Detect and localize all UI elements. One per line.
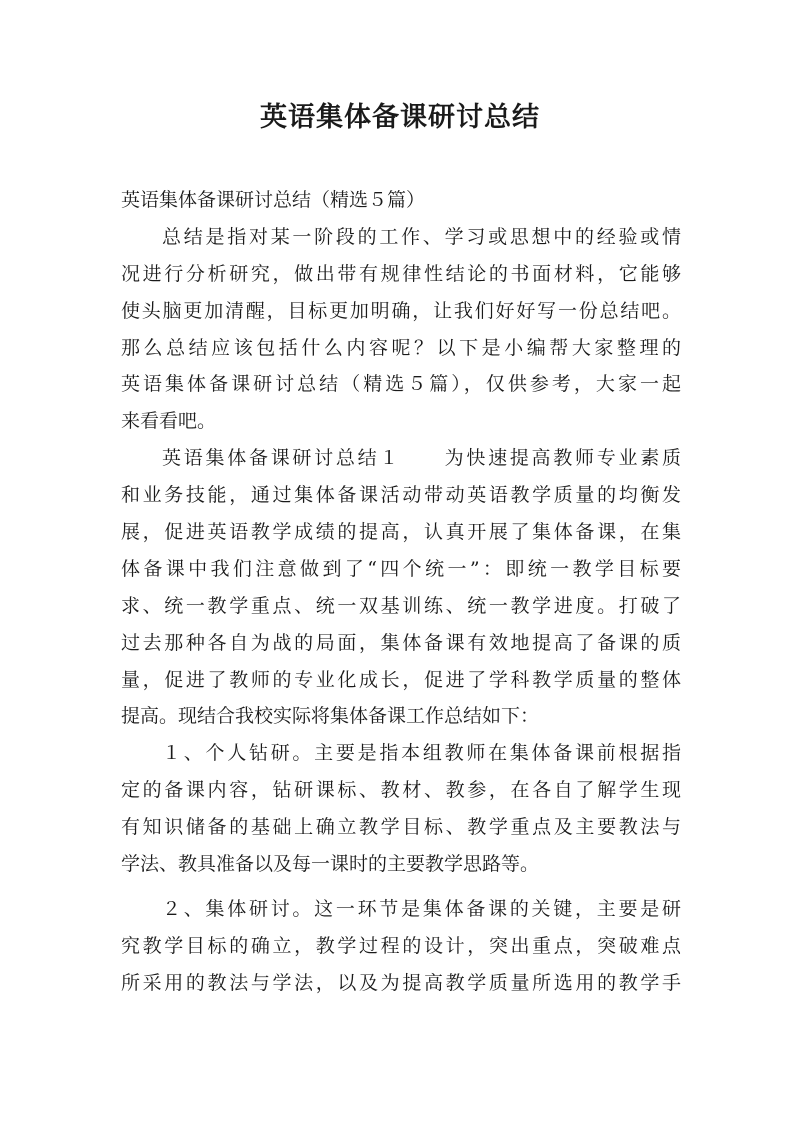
paragraph-spacer xyxy=(121,883,681,891)
text-line: 总结是指对某一阶段的工作、学习或思想中的经验或情 xyxy=(162,225,681,248)
text-line: ２、集体研讨。这一环节是集体备课的关键，主要是研 xyxy=(162,897,681,920)
paragraph-section1 xyxy=(121,440,681,735)
text-line: 过去那种各自为战的局面，集体备课有效地提高了备课的质 xyxy=(121,631,681,654)
text-line: 那么总结应该包括什么内容呢？以下是小编帮大家整理的 xyxy=(121,336,681,359)
paragraph-intro xyxy=(121,219,681,440)
text-line: １、个人钻研。主要是指本组教师在集体备课前根据指 xyxy=(162,742,681,765)
text-line: 求、统一教学重点、统一双基训练、统一教学进度。打破了 xyxy=(121,594,681,617)
document-title: 英语集体备课研讨总结 xyxy=(260,102,540,133)
text-line: 和业务技能，通过集体备课活动带动英语教学质量的均衡发 xyxy=(121,484,681,507)
text-line: 展，促进英语教学成绩的提高，认真开展了集体备课，在集 xyxy=(121,521,681,544)
text-line: 体备课中我们注意做到了“四个统一”：即统一教学目标要 xyxy=(121,557,681,580)
text-line: 况进行分析研究，做出带有规律性结论的书面材料，它能够 xyxy=(121,262,681,285)
text-line: 英语集体备课研讨总结（精选５篇），仅供参考，大家一起 xyxy=(121,373,681,396)
text-line: 提高。现结合我校实际将集体备课工作总结如下： xyxy=(121,705,540,728)
text-line: 量，促进了教师的专业化成长，促进了学科教学质量的整体 xyxy=(121,668,681,691)
text-line: 来看看吧。 xyxy=(121,410,217,433)
text-line: 究教学目标的确立，教学过程的设计，突出重点，突破难点 xyxy=(121,934,681,957)
document-subtitle: 英语集体备课研讨总结（精选５篇） xyxy=(121,189,426,211)
document-body xyxy=(121,182,681,1002)
text-line: 所采用的教法与学法，以及为提高教学质量所选用的教学手 xyxy=(121,971,681,994)
text-line: 使头脑更加清醒，目标更加明确，让我们好好写一份总结吧。 xyxy=(121,299,681,322)
text-line: 定的备课内容，钻研课标、教材、教参，在各自了解学生现 xyxy=(121,779,681,802)
text-line: 学法、教具准备以及每一课时的主要教学思路等。 xyxy=(121,853,540,876)
paragraph-item2 xyxy=(121,891,681,1002)
paragraph-item1 xyxy=(121,735,681,883)
text-line: 英语集体备课研讨总结１ 为快速提高教师专业素质 xyxy=(162,447,681,470)
text-line: 有知识储备的基础上确立教学目标、教学重点及主要教法与 xyxy=(121,816,681,839)
